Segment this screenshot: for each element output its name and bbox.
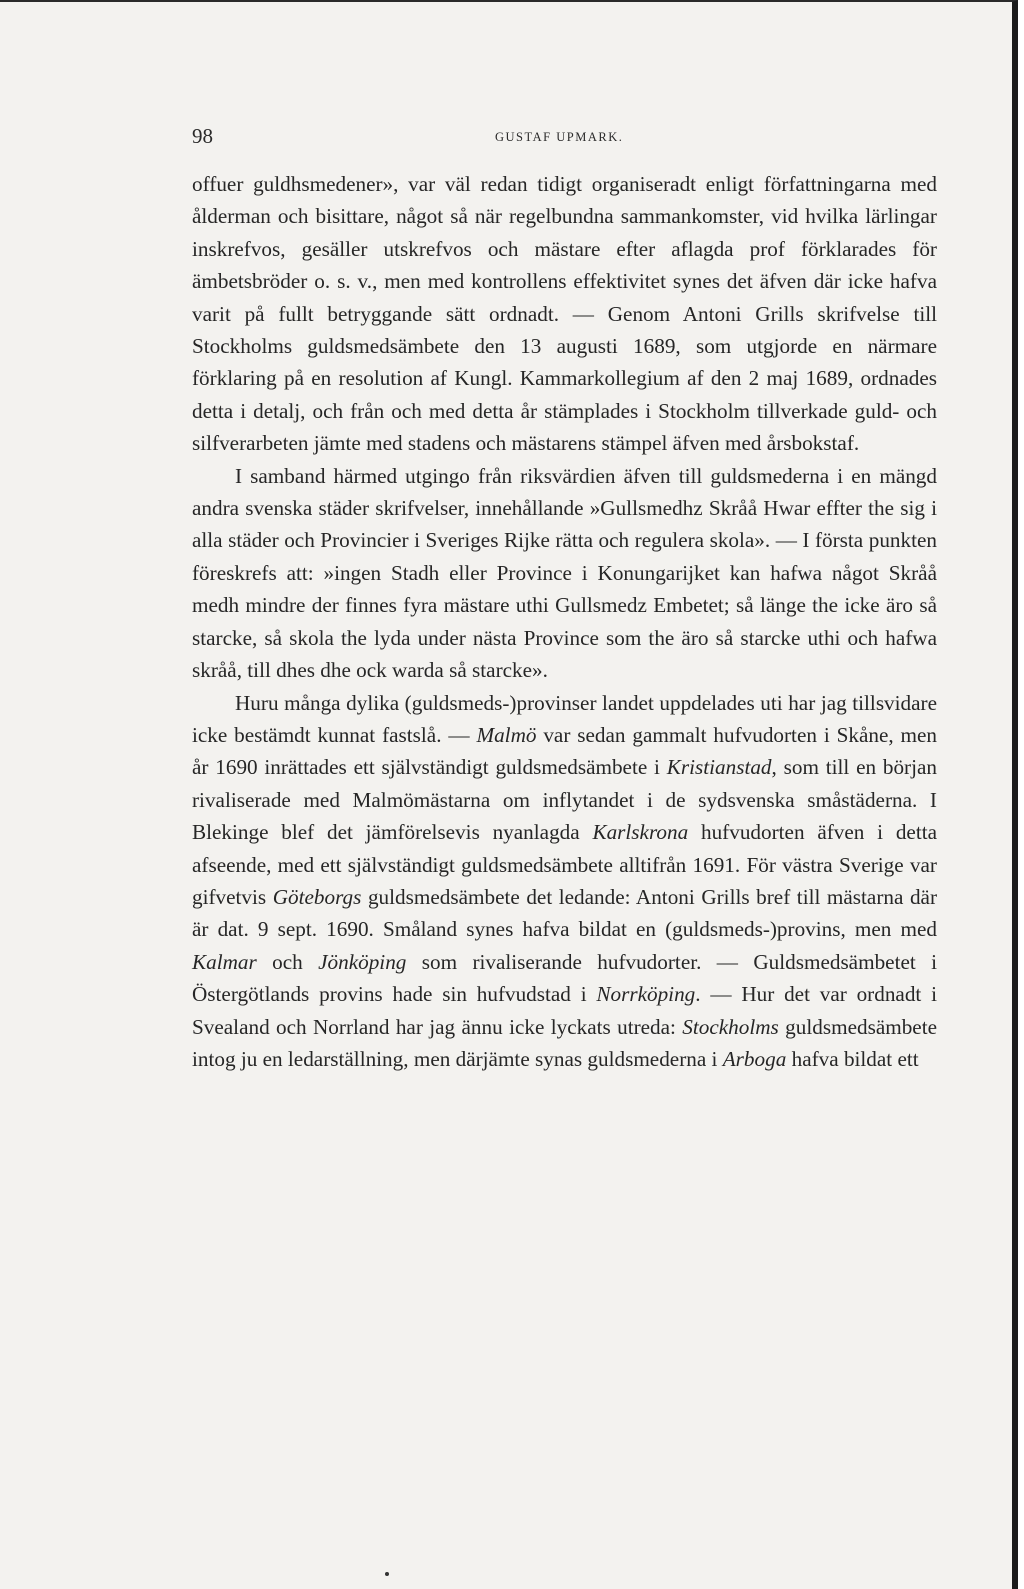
italic-place-name: Karlskrona (592, 820, 689, 845)
italic-place-name: Kalmar (192, 949, 257, 974)
italic-place-name: Jönköping (318, 949, 407, 974)
italic-place-name: Arboga (722, 1046, 787, 1071)
body-text (192, 168, 937, 1075)
text-run: hafva bildat ett (786, 1046, 919, 1071)
italic-place-name: Göteborgs (272, 884, 362, 909)
paragraph-2 (192, 460, 937, 687)
italic-place-name: Norrköping (596, 982, 696, 1007)
text-run: som rivaliserande hufvudorter. — Guldsmedsämbetet i Östergötlands provins hade sin hufvudstad i (192, 949, 938, 1007)
text-run: offuer guldhsmedener», var väl redan tidigt organiseradt enligt författningarna med ålderman och bisittare, något så när regelbundna sammankomster, vid hvilka lärlingar inskrefvos, gesäller utskrefvos och mästare efter aflagda prof förklarades för ämbetsbröder o. s. v., men med kontrollens effektivitet synes det äfven där icke hafva varit på fullt betryggande sätt ordnadt. — Genom Antoni Grills skrifvelse till Stockholms guldsmedsämbete den 13 augusti 1689, som utgjorde en närmare förklaring på en resolution af Kungl. Kammarkollegium af den 2 maj 1689, ordnades detta i detalj, och från och med detta år stämplades i Stockholm tillverkade guld- och silfverarbeten jämte med stadens och mästarens stämpel äfven med årsbokstaf. (192, 172, 937, 456)
paragraph-1 (192, 168, 937, 460)
running-head-author: GUSTAF UPMARK. (495, 130, 624, 144)
text-run: . — Hur det var ordnadt i Svealand och Norrland har jag ännu icke lyckats utreda: (192, 982, 937, 1039)
italic-place-name: Kristianstad (666, 755, 772, 780)
text-run: guldsmedsämbete det ledande: Antoni Grills bref till mästarna där är dat. 9 sept. 1690. Småland synes hafva bildat en (guldsmeds-)provins, men med (192, 884, 938, 942)
text-run: Huru många dylika (guldsmeds-)provinser landet uppdelades uti har jag tillsvidare icke bestämdt kunnat fastslå. — (192, 690, 937, 747)
text-run: I samband härmed utgingo från riksvärdien äfven till guldsmederna i en mängd andra svenska städer skrifvelser, innehållande »Gullsmedhz Skråå Hwar effter the sig i alla städer och Provincier i Sveriges Rijke rätta och regulera skola». — I första punkten föreskrefs att: »ingen Stadh eller Province i Konungarijket kan hafwa något Skråå medh mindre der finnes fyra mästare uthi Gullsmedz Embetet; så länge the icke äro så starcke, så skola the lyda under nästa Province som the äro så starcke uthi och hafwa skråå, till dhes dhe ock warda så starcke». (192, 463, 937, 683)
paragraph-3 (192, 687, 937, 1076)
text-run: , som till en början rivaliserade med Malmömästarna om inflytandet i de sydsvenska småstäderna. I Blekinge blef det jämförelsevis nyanlagda (192, 755, 937, 845)
text-run: guldsmedsämbete intog ju en ledarställning, men därjämte synas guldsmederna i (192, 1014, 937, 1071)
italic-place-name: Stockholms (682, 1014, 779, 1039)
page-number: 98 (192, 124, 213, 148)
running-head (192, 124, 937, 150)
text-run: var sedan gammalt hufvudorten i Skåne, men år 1690 inrättades ett självständigt guldsmedsämbete i (192, 722, 938, 780)
text-run: hufvudorten äfven i detta afseende, med ett självständigt guldsmedsämbete alltifrån 1691. För västra Sverige var gifvetvis (192, 820, 938, 909)
italic-place-name: Malmö (476, 722, 537, 747)
text-run: och (256, 949, 319, 974)
ink-speck (385, 1572, 389, 1576)
